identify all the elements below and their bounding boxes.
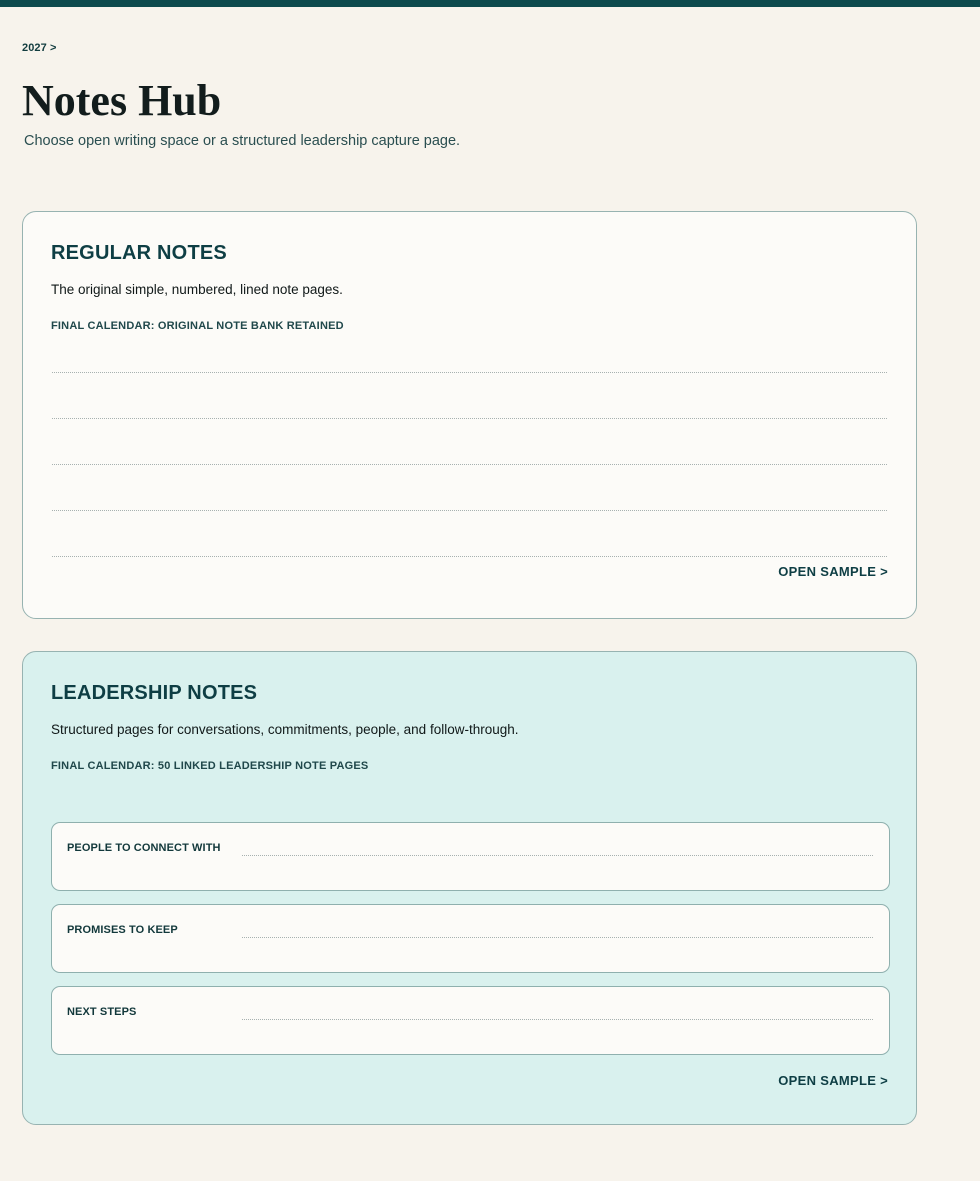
people-to-connect-field[interactable] — [51, 822, 890, 891]
field-writing-line — [242, 937, 873, 938]
top-accent-bar — [0, 0, 980, 7]
breadcrumb[interactable]: 2027 > — [22, 42, 57, 54]
note-line — [52, 510, 887, 511]
note-line — [52, 464, 887, 465]
next-steps-field[interactable] — [51, 986, 890, 1055]
promises-to-keep-field[interactable] — [51, 904, 890, 973]
leadership-notes-title: LEADERSHIP NOTES — [51, 682, 258, 704]
regular-notes-title: REGULAR NOTES — [51, 242, 227, 264]
page-title: Notes Hub — [22, 76, 222, 125]
note-line — [52, 418, 887, 419]
field-writing-line — [242, 855, 873, 856]
leadership-notes-card — [22, 651, 917, 1125]
page-subtitle: Choose open writing space or a structured leadership capture page. — [24, 133, 461, 149]
regular-notes-card — [22, 211, 917, 619]
regular-notes-meta: FINAL CALENDAR: ORIGINAL NOTE BANK RETAINED — [51, 320, 344, 332]
field-label: NEXT STEPS — [67, 1006, 137, 1018]
note-line — [52, 556, 887, 557]
leadership-notes-description: Structured pages for conversations, commitments, people, and follow-through. — [51, 722, 519, 737]
field-writing-line — [242, 1019, 873, 1020]
leadership-open-sample-link[interactable]: OPEN SAMPLE > — [778, 1073, 888, 1088]
lined-note-preview — [52, 372, 887, 602]
field-label: PROMISES TO KEEP — [67, 924, 178, 936]
note-line — [52, 372, 887, 373]
regular-open-sample-link[interactable]: OPEN SAMPLE > — [778, 564, 888, 579]
regular-notes-description: The original simple, numbered, lined note pages. — [51, 282, 343, 297]
leadership-notes-meta: FINAL CALENDAR: 50 LINKED LEADERSHIP NOTE PAGES — [51, 760, 369, 772]
field-label: PEOPLE TO CONNECT WITH — [67, 842, 221, 854]
